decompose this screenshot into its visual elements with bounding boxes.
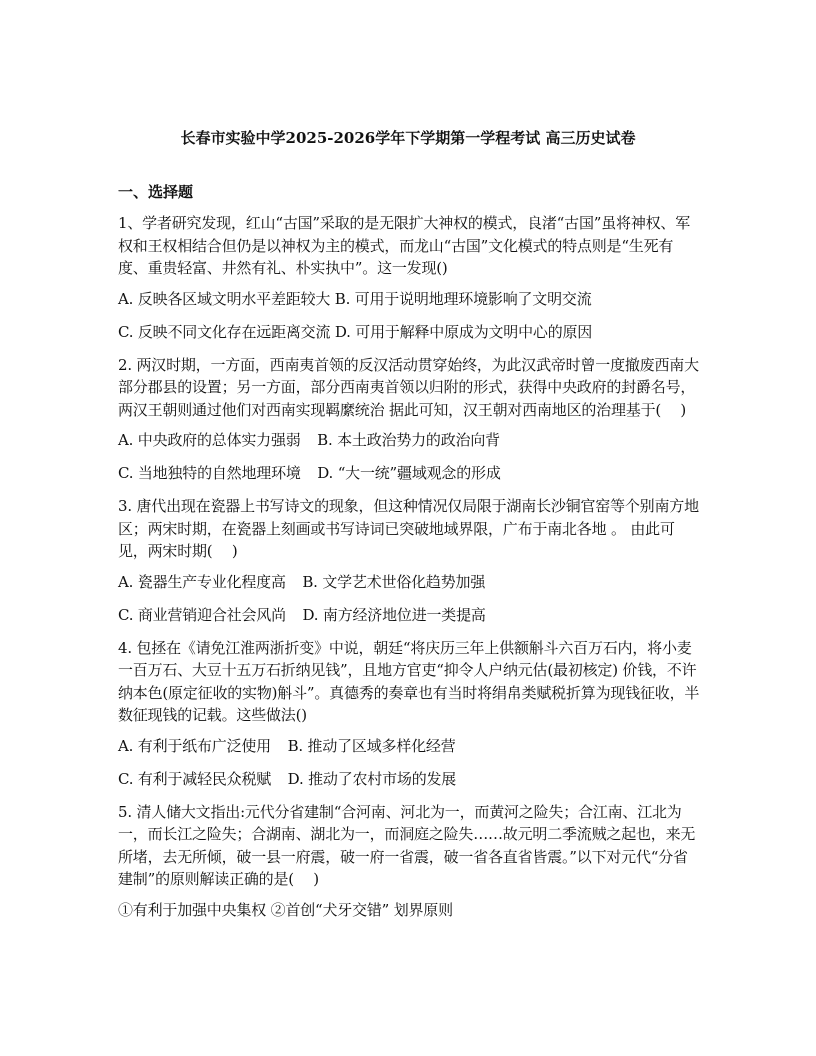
option-1: ①有利于加强中央集权: [118, 900, 267, 919]
page-title: 长春市实验中学2025-2026学年下学期第一学程考试 高三历史试卷: [180, 129, 636, 147]
option-a: A. 瓷器生产专业化程度高: [118, 572, 286, 591]
section-heading: 一、选择题: [118, 183, 194, 201]
question-3: [118, 495, 702, 626]
option-d: D. “大一统”疆域观念的形成: [317, 464, 501, 482]
option-a: A. 中央政府的总体实力强弱: [118, 431, 301, 449]
question-stem: 2. 两汉时期，一方面，西南夷首领的反汉活动贯穿始终，为此汉武帝时曾一度撤废西南大部分郡县的设置；另一方面，部分西南夷首领以归附的形式，获得中央政府的封爵名号，两汉王朝则通过他们对西南实现羁縻统治 据此可知，汉王朝对西南地区的治理基于( ): [118, 355, 699, 419]
question-4: [118, 637, 702, 790]
question-stem: 4. 包拯在《请免江淮两浙折变》中说，朝廷“将庆历三年上供额斛斗六百万石内，将小麦一百万石、大豆十五万石折纳见钱”，且地方官吏“抑令人户纳元估(最初核定) 价钱，不许纳本色(原定征收的实物)斛斗”。真德秀的奏章也有当时将绢帛类赋税折算为现钱征收，半数征现钱的记载。这些做法(): [118, 638, 700, 724]
option-line: [118, 899, 702, 921]
option-line: [118, 604, 702, 626]
option-line: [118, 288, 702, 310]
option-d: D. 推动了农村市场的发展: [287, 769, 457, 788]
option-line: [118, 571, 702, 593]
option-line: [118, 321, 702, 343]
option-b: B. 文学艺术世俗化趋势加强: [302, 572, 486, 591]
question-stem: 3. 唐代出现在瓷器上书写诗文的现象，但这种情况仅局限于湖南长沙铜官窑等个别南方地区；两宋时期，在瓷器上刻画或书写诗词已突破地域界限，广布于南北各地 。 由此可见，两宋时期( ): [118, 497, 699, 560]
option-d: D. 南方经济地位进一类提高: [302, 605, 486, 624]
option-c: C. 有利于减轻民众税赋: [118, 769, 272, 788]
option-b: B. 可用于说明地理环境影响了文明交流: [334, 289, 592, 308]
option-line: [118, 735, 702, 757]
option-2: ②首创“犬牙交错” 划界原则: [270, 900, 453, 919]
option-a: A. 有利于纸布广泛使用: [118, 736, 271, 755]
option-line: [118, 768, 702, 790]
option-line: [118, 429, 702, 451]
question-stem: 1、学者研究发现，红山“古国”采取的是无限扩大神权的模式，良渚“古国”虽将神权、军权和王权相结合但仍是以神权为主的模式，而龙山“古国”文化模式的特点则是“生死有度、重贵轻富、井然有礼、朴实执中”。这一发现(): [118, 214, 691, 277]
option-c: C. 当地独特的自然地理环境: [118, 464, 301, 482]
question-stem: 5. 清人储大文指出:元代分省建制“合河南、河北为一，而黄河之险失；合江南、江北为一，而长江之险失；合湖南、湖北为一，而洞庭之险失……故元明二季流贼之起也，来无所堵，去无所倾，破一县一府震，破一府一省震，破一省各直省皆震。”以下对元代“分省建制”的原则解读正确的是( ): [118, 802, 696, 888]
option-d: D. 可用于解释中原成为文明中心的原因: [334, 322, 593, 341]
question-1: [118, 212, 702, 343]
option-a: A. 反映各区域文明水平差距较大: [118, 289, 331, 308]
question-list: [118, 212, 702, 932]
option-b: B. 本土政治势力的政治向背: [317, 431, 500, 449]
option-c: C. 反映不同文化存在远距离交流: [118, 322, 331, 341]
question-2: [118, 354, 702, 485]
question-5: [118, 801, 702, 921]
option-b: B. 推动了区域多样化经营: [287, 736, 456, 755]
option-line: [118, 462, 702, 484]
option-c: C. 商业营销迎合社会风尚: [118, 605, 286, 624]
